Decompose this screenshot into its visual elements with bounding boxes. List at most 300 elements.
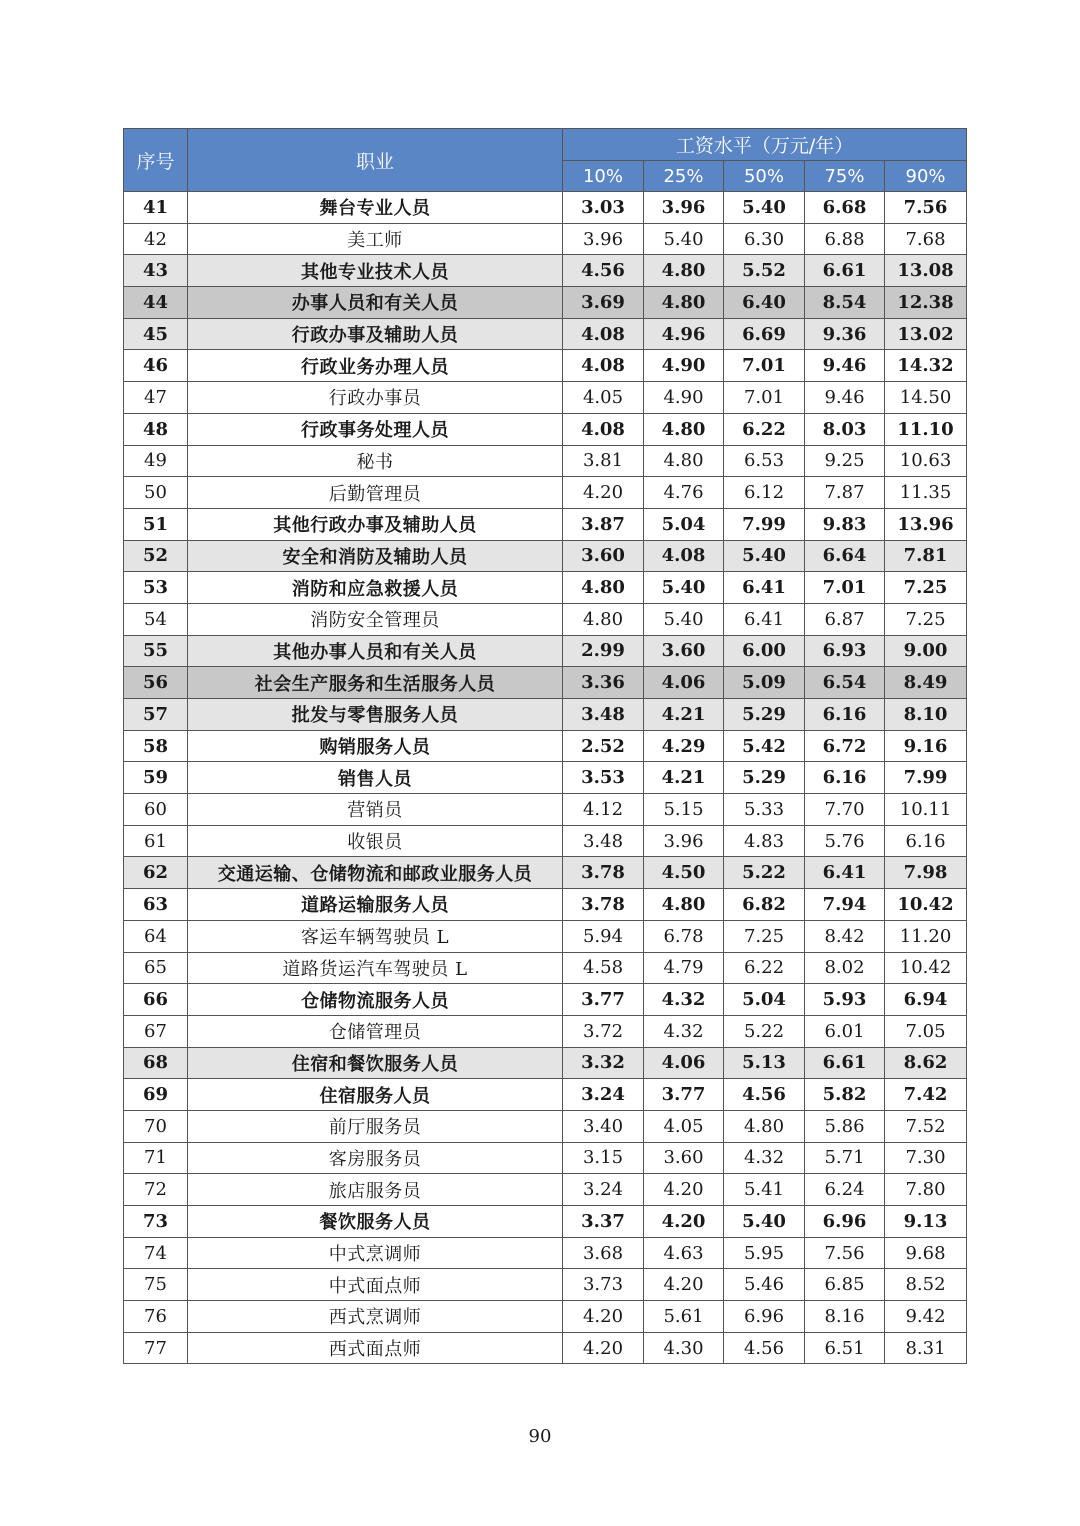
cell-wage-p50: 5.40	[724, 1206, 805, 1238]
cell-wage-p50: 4.56	[724, 1079, 805, 1111]
cell-occupation: 客房服务员	[188, 1142, 563, 1174]
cell-occupation: 舞台专业人员	[188, 192, 563, 224]
cell-wage-p90: 11.20	[885, 920, 967, 952]
cell-index: 70	[124, 1110, 188, 1142]
header-p90: 90%	[885, 161, 967, 192]
cell-wage-p75: 9.36	[805, 318, 885, 350]
cell-occupation: 旅店服务员	[188, 1174, 563, 1206]
cell-wage-p10: 3.77	[563, 984, 644, 1016]
cell-wage-p10: 4.80	[563, 572, 644, 604]
cell-wage-p25: 4.80	[644, 413, 724, 445]
cell-wage-p10: 3.36	[563, 667, 644, 699]
table-row	[124, 730, 967, 762]
table-row	[124, 603, 967, 635]
cell-wage-p75: 6.16	[805, 699, 885, 731]
cell-wage-p90: 9.13	[885, 1206, 967, 1238]
page-number: 90	[528, 1426, 552, 1447]
table-row	[124, 1174, 967, 1206]
cell-wage-p75: 7.56	[805, 1237, 885, 1269]
cell-wage-p25: 3.96	[644, 192, 724, 224]
cell-index: 43	[124, 255, 188, 287]
table-row	[124, 889, 967, 921]
table-row	[124, 1301, 967, 1333]
cell-wage-p10: 4.05	[563, 382, 644, 414]
cell-wage-p75: 6.64	[805, 540, 885, 572]
cell-wage-p90: 8.10	[885, 699, 967, 731]
cell-wage-p25: 4.80	[644, 445, 724, 477]
cell-occupation: 行政业务办理人员	[188, 350, 563, 382]
cell-wage-p75: 9.46	[805, 350, 885, 382]
cell-wage-p90: 13.96	[885, 508, 967, 540]
table-row	[124, 1332, 967, 1364]
table-row	[124, 1079, 967, 1111]
cell-wage-p10: 3.32	[563, 1047, 644, 1079]
cell-wage-p25: 4.20	[644, 1269, 724, 1301]
cell-wage-p75: 9.25	[805, 445, 885, 477]
cell-wage-p90: 6.94	[885, 984, 967, 1016]
cell-wage-p25: 4.29	[644, 730, 724, 762]
cell-index: 57	[124, 699, 188, 731]
cell-wage-p25: 4.21	[644, 762, 724, 794]
cell-wage-p90: 7.30	[885, 1142, 967, 1174]
cell-wage-p10: 3.68	[563, 1237, 644, 1269]
cell-occupation: 住宿和餐饮服务人员	[188, 1047, 563, 1079]
table-row	[124, 825, 967, 857]
cell-occupation: 办事人员和有关人员	[188, 287, 563, 319]
cell-wage-p90: 8.62	[885, 1047, 967, 1079]
cell-wage-p10: 3.96	[563, 223, 644, 255]
cell-occupation: 中式面点师	[188, 1269, 563, 1301]
table-row	[124, 1142, 967, 1174]
cell-wage-p50: 5.52	[724, 255, 805, 287]
cell-wage-p90: 10.63	[885, 445, 967, 477]
cell-wage-p50: 5.13	[724, 1047, 805, 1079]
table-row	[124, 762, 967, 794]
cell-wage-p50: 7.01	[724, 382, 805, 414]
cell-wage-p50: 6.41	[724, 572, 805, 604]
table-row	[124, 857, 967, 889]
table-row	[124, 477, 967, 509]
cell-index: 46	[124, 350, 188, 382]
cell-index: 68	[124, 1047, 188, 1079]
table-row	[124, 540, 967, 572]
cell-wage-p75: 6.61	[805, 255, 885, 287]
cell-wage-p90: 12.38	[885, 287, 967, 319]
cell-occupation: 消防和应急救援人员	[188, 572, 563, 604]
cell-index: 47	[124, 382, 188, 414]
table-row	[124, 255, 967, 287]
cell-wage-p75: 6.61	[805, 1047, 885, 1079]
cell-index: 74	[124, 1237, 188, 1269]
cell-wage-p75: 7.94	[805, 889, 885, 921]
cell-wage-p25: 4.90	[644, 350, 724, 382]
header-p75: 75%	[805, 161, 885, 192]
cell-wage-p25: 4.21	[644, 699, 724, 731]
header-wage-group: 工资水平（万元/年）	[563, 129, 967, 161]
table-row	[124, 1047, 967, 1079]
cell-wage-p90: 8.49	[885, 667, 967, 699]
cell-occupation: 仓储管理员	[188, 1015, 563, 1047]
table-row	[124, 920, 967, 952]
cell-wage-p90: 7.98	[885, 857, 967, 889]
table-row	[124, 635, 967, 667]
cell-wage-p50: 5.33	[724, 794, 805, 826]
cell-index: 44	[124, 287, 188, 319]
cell-wage-p10: 2.52	[563, 730, 644, 762]
cell-wage-p50: 6.69	[724, 318, 805, 350]
cell-index: 67	[124, 1015, 188, 1047]
cell-wage-p75: 6.96	[805, 1206, 885, 1238]
cell-wage-p25: 3.60	[644, 1142, 724, 1174]
table-row	[124, 1269, 967, 1301]
cell-wage-p10: 4.56	[563, 255, 644, 287]
cell-occupation: 客运车辆驾驶员 L	[188, 920, 563, 952]
table-row	[124, 1237, 967, 1269]
cell-wage-p50: 7.99	[724, 508, 805, 540]
cell-occupation: 中式烹调师	[188, 1237, 563, 1269]
cell-wage-p25: 5.40	[644, 603, 724, 635]
cell-wage-p25: 5.15	[644, 794, 724, 826]
cell-index: 73	[124, 1206, 188, 1238]
cell-wage-p75: 6.72	[805, 730, 885, 762]
cell-wage-p10: 3.24	[563, 1174, 644, 1206]
table-row	[124, 794, 967, 826]
cell-index: 51	[124, 508, 188, 540]
table-row	[124, 318, 967, 350]
cell-wage-p25: 3.77	[644, 1079, 724, 1111]
cell-wage-p25: 4.05	[644, 1110, 724, 1142]
cell-index: 56	[124, 667, 188, 699]
table-row	[124, 287, 967, 319]
cell-wage-p75: 8.42	[805, 920, 885, 952]
cell-occupation: 消防安全管理员	[188, 603, 563, 635]
table-row	[124, 667, 967, 699]
cell-wage-p75: 6.93	[805, 635, 885, 667]
cell-occupation: 道路运输服务人员	[188, 889, 563, 921]
cell-wage-p75: 5.93	[805, 984, 885, 1016]
cell-occupation: 营销员	[188, 794, 563, 826]
cell-wage-p50: 5.40	[724, 192, 805, 224]
cell-wage-p25: 4.06	[644, 1047, 724, 1079]
cell-wage-p25: 4.76	[644, 477, 724, 509]
header-p10: 10%	[563, 161, 644, 192]
cell-occupation: 行政办事员	[188, 382, 563, 414]
cell-wage-p90: 11.35	[885, 477, 967, 509]
cell-wage-p25: 5.40	[644, 223, 724, 255]
cell-index: 42	[124, 223, 188, 255]
cell-wage-p75: 6.24	[805, 1174, 885, 1206]
cell-wage-p75: 6.51	[805, 1332, 885, 1364]
cell-occupation: 西式烹调师	[188, 1301, 563, 1333]
cell-wage-p75: 7.70	[805, 794, 885, 826]
cell-index: 53	[124, 572, 188, 604]
cell-occupation: 安全和消防及辅助人员	[188, 540, 563, 572]
cell-wage-p50: 6.53	[724, 445, 805, 477]
cell-wage-p75: 6.54	[805, 667, 885, 699]
cell-wage-p90: 8.52	[885, 1269, 967, 1301]
cell-wage-p10: 3.03	[563, 192, 644, 224]
cell-wage-p90: 7.42	[885, 1079, 967, 1111]
cell-wage-p90: 7.99	[885, 762, 967, 794]
cell-occupation: 行政事务处理人员	[188, 413, 563, 445]
cell-wage-p90: 10.42	[885, 889, 967, 921]
cell-wage-p75: 5.71	[805, 1142, 885, 1174]
cell-index: 41	[124, 192, 188, 224]
cell-wage-p10: 4.80	[563, 603, 644, 635]
cell-wage-p90: 14.32	[885, 350, 967, 382]
cell-wage-p25: 4.80	[644, 889, 724, 921]
cell-wage-p10: 3.60	[563, 540, 644, 572]
cell-wage-p50: 5.04	[724, 984, 805, 1016]
cell-index: 60	[124, 794, 188, 826]
cell-wage-p90: 10.42	[885, 952, 967, 984]
cell-wage-p50: 6.30	[724, 223, 805, 255]
cell-wage-p10: 4.58	[563, 952, 644, 984]
cell-wage-p50: 5.42	[724, 730, 805, 762]
cell-wage-p90: 7.05	[885, 1015, 967, 1047]
cell-occupation: 社会生产服务和生活服务人员	[188, 667, 563, 699]
cell-index: 71	[124, 1142, 188, 1174]
cell-occupation: 行政办事及辅助人员	[188, 318, 563, 350]
cell-wage-p90: 11.10	[885, 413, 967, 445]
cell-occupation: 前厅服务员	[188, 1110, 563, 1142]
cell-wage-p90: 8.31	[885, 1332, 967, 1364]
cell-index: 58	[124, 730, 188, 762]
cell-index: 49	[124, 445, 188, 477]
cell-wage-p75: 6.41	[805, 857, 885, 889]
cell-wage-p25: 4.90	[644, 382, 724, 414]
cell-wage-p50: 5.29	[724, 699, 805, 731]
cell-wage-p75: 8.02	[805, 952, 885, 984]
cell-wage-p10: 4.20	[563, 1301, 644, 1333]
cell-wage-p90: 7.81	[885, 540, 967, 572]
cell-wage-p25: 5.61	[644, 1301, 724, 1333]
cell-wage-p25: 4.50	[644, 857, 724, 889]
cell-index: 75	[124, 1269, 188, 1301]
cell-index: 69	[124, 1079, 188, 1111]
cell-wage-p75: 6.01	[805, 1015, 885, 1047]
cell-occupation: 其他专业技术人员	[188, 255, 563, 287]
cell-wage-p75: 9.83	[805, 508, 885, 540]
table-row	[124, 223, 967, 255]
cell-wage-p10: 3.73	[563, 1269, 644, 1301]
wage-table	[123, 128, 967, 1364]
table-row	[124, 413, 967, 445]
cell-occupation: 道路货运汽车驾驶员 L	[188, 952, 563, 984]
cell-index: 64	[124, 920, 188, 952]
cell-wage-p50: 4.83	[724, 825, 805, 857]
cell-wage-p10: 4.08	[563, 350, 644, 382]
cell-wage-p75: 7.87	[805, 477, 885, 509]
cell-wage-p25: 4.80	[644, 255, 724, 287]
cell-wage-p90: 9.00	[885, 635, 967, 667]
cell-wage-p10: 4.08	[563, 413, 644, 445]
cell-wage-p50: 6.41	[724, 603, 805, 635]
cell-index: 63	[124, 889, 188, 921]
cell-index: 54	[124, 603, 188, 635]
cell-index: 72	[124, 1174, 188, 1206]
cell-wage-p50: 6.00	[724, 635, 805, 667]
header-p50: 50%	[724, 161, 805, 192]
cell-wage-p50: 4.80	[724, 1110, 805, 1142]
cell-wage-p75: 9.46	[805, 382, 885, 414]
cell-index: 65	[124, 952, 188, 984]
cell-wage-p50: 5.40	[724, 540, 805, 572]
cell-wage-p90: 9.68	[885, 1237, 967, 1269]
cell-occupation: 秘书	[188, 445, 563, 477]
cell-wage-p50: 6.22	[724, 952, 805, 984]
cell-wage-p75: 7.01	[805, 572, 885, 604]
cell-wage-p50: 5.41	[724, 1174, 805, 1206]
cell-wage-p10: 3.81	[563, 445, 644, 477]
cell-occupation: 西式面点师	[188, 1332, 563, 1364]
cell-wage-p10: 3.78	[563, 889, 644, 921]
cell-wage-p90: 9.16	[885, 730, 967, 762]
cell-wage-p25: 4.80	[644, 287, 724, 319]
cell-wage-p10: 3.48	[563, 699, 644, 731]
cell-wage-p25: 3.60	[644, 635, 724, 667]
cell-occupation: 餐饮服务人员	[188, 1206, 563, 1238]
cell-occupation: 交通运输、仓储物流和邮政业服务人员	[188, 857, 563, 889]
cell-occupation: 其他行政办事及辅助人员	[188, 508, 563, 540]
cell-occupation: 收银员	[188, 825, 563, 857]
table-row	[124, 382, 967, 414]
cell-wage-p50: 6.22	[724, 413, 805, 445]
cell-wage-p25: 4.63	[644, 1237, 724, 1269]
cell-wage-p10: 3.40	[563, 1110, 644, 1142]
cell-wage-p90: 7.52	[885, 1110, 967, 1142]
table-row	[124, 699, 967, 731]
cell-wage-p75: 8.16	[805, 1301, 885, 1333]
cell-wage-p75: 5.86	[805, 1110, 885, 1142]
table-row	[124, 1015, 967, 1047]
cell-wage-p50: 5.22	[724, 857, 805, 889]
cell-index: 55	[124, 635, 188, 667]
cell-wage-p10: 3.53	[563, 762, 644, 794]
cell-wage-p50: 7.25	[724, 920, 805, 952]
cell-wage-p10: 4.12	[563, 794, 644, 826]
cell-wage-p75: 6.68	[805, 192, 885, 224]
cell-wage-p50: 6.82	[724, 889, 805, 921]
cell-index: 59	[124, 762, 188, 794]
cell-wage-p90: 9.42	[885, 1301, 967, 1333]
cell-wage-p25: 4.32	[644, 1015, 724, 1047]
cell-wage-p50: 5.46	[724, 1269, 805, 1301]
cell-wage-p25: 4.96	[644, 318, 724, 350]
cell-index: 50	[124, 477, 188, 509]
cell-wage-p75: 6.85	[805, 1269, 885, 1301]
table-row	[124, 984, 967, 1016]
cell-wage-p25: 4.30	[644, 1332, 724, 1364]
cell-index: 76	[124, 1301, 188, 1333]
cell-wage-p25: 5.04	[644, 508, 724, 540]
cell-wage-p10: 2.99	[563, 635, 644, 667]
table-row	[124, 350, 967, 382]
cell-wage-p90: 13.02	[885, 318, 967, 350]
cell-wage-p10: 5.94	[563, 920, 644, 952]
cell-wage-p25: 4.32	[644, 984, 724, 1016]
cell-wage-p90: 6.16	[885, 825, 967, 857]
cell-wage-p10: 3.15	[563, 1142, 644, 1174]
cell-wage-p50: 5.09	[724, 667, 805, 699]
cell-occupation: 后勤管理员	[188, 477, 563, 509]
cell-wage-p25: 4.20	[644, 1206, 724, 1238]
cell-index: 52	[124, 540, 188, 572]
cell-occupation: 销售人员	[188, 762, 563, 794]
header-index: 序号	[124, 129, 188, 192]
cell-wage-p10: 4.08	[563, 318, 644, 350]
cell-wage-p10: 3.24	[563, 1079, 644, 1111]
cell-wage-p25: 4.79	[644, 952, 724, 984]
cell-occupation: 其他办事人员和有关人员	[188, 635, 563, 667]
cell-wage-p90: 7.25	[885, 572, 967, 604]
cell-index: 62	[124, 857, 188, 889]
cell-wage-p90: 13.08	[885, 255, 967, 287]
table-row	[124, 572, 967, 604]
cell-wage-p10: 3.72	[563, 1015, 644, 1047]
cell-index: 45	[124, 318, 188, 350]
cell-wage-p75: 6.87	[805, 603, 885, 635]
cell-wage-p75: 5.82	[805, 1079, 885, 1111]
cell-wage-p10: 4.20	[563, 477, 644, 509]
table-row	[124, 445, 967, 477]
cell-wage-p10: 4.20	[563, 1332, 644, 1364]
cell-occupation: 仓储物流服务人员	[188, 984, 563, 1016]
cell-wage-p25: 5.40	[644, 572, 724, 604]
cell-wage-p10: 3.69	[563, 287, 644, 319]
cell-wage-p75: 6.16	[805, 762, 885, 794]
cell-wage-p50: 4.56	[724, 1332, 805, 1364]
cell-wage-p75: 6.88	[805, 223, 885, 255]
table-body	[124, 192, 967, 1364]
table-row	[124, 1110, 967, 1142]
cell-wage-p50: 6.40	[724, 287, 805, 319]
cell-wage-p75: 5.76	[805, 825, 885, 857]
cell-wage-p25: 4.20	[644, 1174, 724, 1206]
cell-wage-p90: 14.50	[885, 382, 967, 414]
cell-occupation: 住宿服务人员	[188, 1079, 563, 1111]
cell-wage-p50: 6.12	[724, 477, 805, 509]
cell-wage-p25: 4.06	[644, 667, 724, 699]
cell-wage-p90: 7.56	[885, 192, 967, 224]
cell-wage-p90: 10.11	[885, 794, 967, 826]
table-row	[124, 192, 967, 224]
cell-wage-p25: 6.78	[644, 920, 724, 952]
cell-index: 61	[124, 825, 188, 857]
cell-occupation: 美工师	[188, 223, 563, 255]
cell-wage-p75: 8.03	[805, 413, 885, 445]
cell-wage-p50: 4.32	[724, 1142, 805, 1174]
cell-wage-p50: 7.01	[724, 350, 805, 382]
cell-wage-p90: 7.25	[885, 603, 967, 635]
cell-index: 66	[124, 984, 188, 1016]
cell-wage-p90: 7.80	[885, 1174, 967, 1206]
cell-wage-p50: 5.22	[724, 1015, 805, 1047]
cell-wage-p10: 3.37	[563, 1206, 644, 1238]
cell-occupation: 购销服务人员	[188, 730, 563, 762]
cell-wage-p90: 7.68	[885, 223, 967, 255]
cell-wage-p75: 8.54	[805, 287, 885, 319]
cell-wage-p10: 3.48	[563, 825, 644, 857]
table-header	[124, 129, 967, 192]
table-row	[124, 952, 967, 984]
table-row	[124, 1206, 967, 1238]
cell-occupation: 批发与零售服务人员	[188, 699, 563, 731]
cell-wage-p50: 6.96	[724, 1301, 805, 1333]
cell-index: 77	[124, 1332, 188, 1364]
cell-wage-p25: 4.08	[644, 540, 724, 572]
cell-wage-p50: 5.29	[724, 762, 805, 794]
